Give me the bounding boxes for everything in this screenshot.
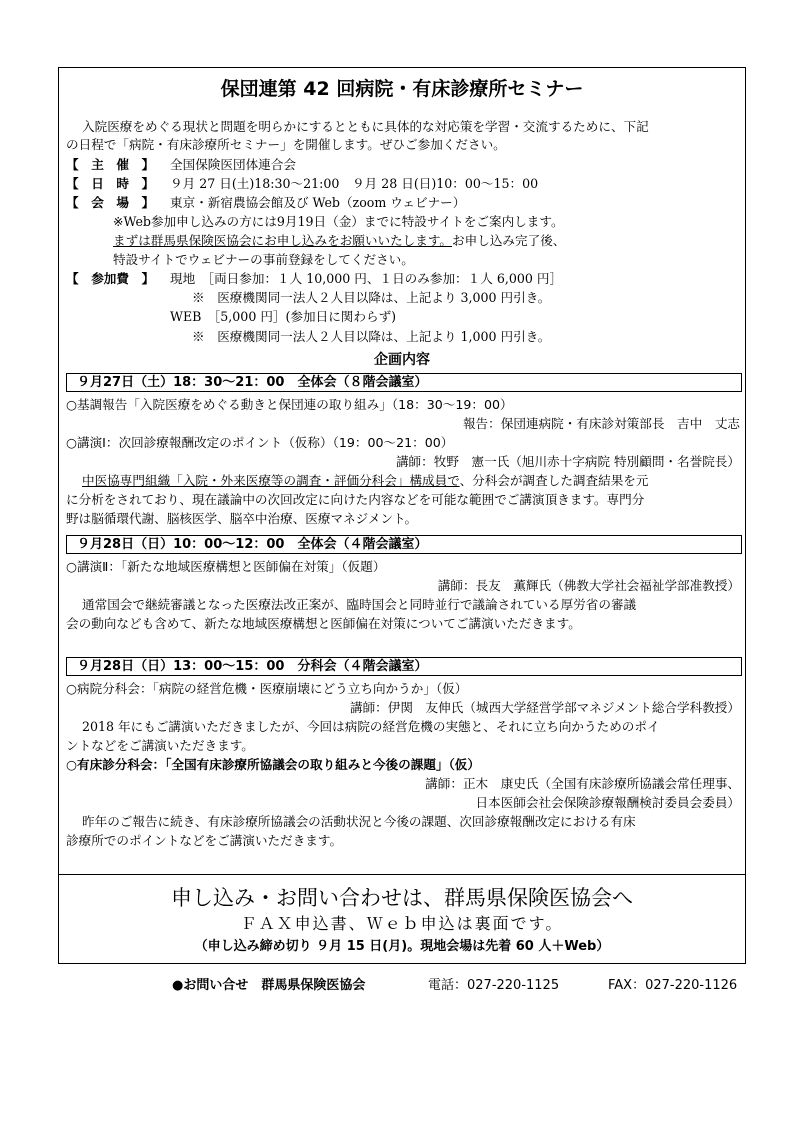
fee-note-2: ※ 医療機関同一法人２人目以降は、上記より 1,000 円引き。: [192, 329, 551, 344]
sponsor-value: 全国保険医団体連合会: [170, 157, 296, 172]
day2b-item2-desc-1: 昨年のご報告に続き、有床診療所協議会の活動状況と今後の課題、次回診療報酬改定における有床: [82, 814, 636, 829]
day1-item2-desc-2: に分析をされており、現在議論中の次回改定に向けた内容などを可能な範囲でご講演頂きます。専門分: [66, 492, 645, 507]
intro-line-2: の日程で「病院・有床診療所セミナー」を開催します。ぜひご参加ください。: [66, 137, 506, 152]
contact-tel: 電話：027-220-1125: [428, 978, 560, 993]
fee-web: WEB ［5,000 円］(参加日に関わらず): [170, 309, 397, 324]
fee-label: 【 参加費 】: [66, 271, 155, 286]
fee-value: 現地 ［両日参加：１人 10,000 円、１日のみ参加：１人 6,000 円］: [170, 271, 563, 286]
day1-item1-speaker: 報告：保団連病院・有床診対策部長 吉中 丈志: [462, 416, 740, 431]
footer-line-2: ＦＡＸ申込書、Ｗｅｂ申込は裏面です。: [240, 914, 564, 933]
day1-item2-speaker: 講師：牧野 憲一氏（旭川赤十字病院 特別顧問・名誉院長）: [395, 454, 740, 469]
day2b-item1-desc-2: ントなどをご講演いただきます。: [66, 738, 254, 753]
day1-item2-title: ○講演Ⅰ：次回診療報酬改定のポイント（仮称）（19：00～21：00）: [66, 435, 454, 450]
day1-item2-desc-1: 中医協専門組織「入院・外来医療等の調査・評価分科会」構成員で、分科会が調査した調査結果を元: [82, 473, 649, 488]
venue-note-3: 特設サイトでウェビナーの事前登録をしてください。: [113, 252, 414, 267]
date-value: ９月 27 日(土)18:30～21:00 ９月 28 日(日)10：00～15：00: [170, 176, 539, 191]
day2a-header: ９月28日（日）10：00～12：00 全体会（４階会議室）: [66, 535, 742, 554]
program-heading: 企画内容: [374, 352, 430, 368]
day1-header: ９月27日（土）18：30～21：00 全体会（８階会議室）: [66, 373, 742, 392]
day1-item1-title: ○基調報告「入院医療をめぐる動きと保団連の取り組み」（18：30～19：00）: [66, 397, 513, 412]
date-label: 【 日 時 】: [66, 176, 155, 191]
day2b-item2-title: ○有床診分科会：「全国有床診療所協議会の取り組みと今後の課題」（仮）: [66, 757, 480, 772]
day1-item2-desc-3: 野は脳循環代謝、脳核医学、脳卒中治療、医療マネジメント。: [66, 511, 418, 526]
apply-link-text: まずは群馬県保険医協会にお申し込みをお願いいたします。: [113, 233, 453, 248]
day2a-desc-2: 会の動向なども含めて、新たな地域医療構想と医師偏在対策についてご講演いただきます。: [66, 616, 581, 631]
day2a-item-speaker: 講師：長友 薫輝氏（佛教大学社会福祉学部准教授）: [437, 578, 740, 593]
footer-line-1: 申し込み・お問い合わせは、群馬県保険医協会へ: [171, 886, 633, 910]
venue-value: 東京・新宿農協会館及び Web（zoom ウェビナー）: [170, 195, 466, 210]
day2b-item2-speaker-1: 講師：正木 康史氏（全国有床診療所協議会常任理事、: [425, 776, 740, 791]
day2b-item2-speaker-2: 日本医師会社会保険診療報酬検討委員会委員）: [475, 795, 740, 810]
fee-note-1: ※ 医療機関同一法人２人目以降は、上記より 3,000 円引き。: [192, 290, 551, 305]
contact-label: ●お問い合せ 群馬県保険医協会: [172, 978, 366, 993]
day2b-item1-title: ○病院分科会：「病院の経営危機・医療崩壊にどう立ち向かうか」（仮）: [66, 681, 468, 696]
venue-label: 【 会 場 】: [66, 195, 155, 210]
sponsor-label: 【 主 催 】: [66, 157, 155, 172]
day2b-header: ９月28日（日）13：00～15：00 分科会（４階会議室）: [66, 657, 742, 676]
day2b-item2-desc-2: 診療所でのポイントなどをご講演いただきます。: [66, 833, 343, 848]
footer-line-3: （申し込み締め切り ９月 15 日(月)。現地会場は先着 60 人＋Web）: [194, 939, 610, 954]
intro-line-1: 入院医療をめぐる現状と問題を明らかにするとともに具体的な対応策を学習・交流するために、下記: [82, 119, 649, 134]
venue-note-2: まずは群馬県保険医協会にお申し込みをお願いいたします。お申し込み完了後、: [113, 233, 566, 248]
venue-note-1: ※Web参加申し込みの方には9月19日（金）までに特設サイトをご案内します。: [113, 214, 564, 229]
page-title: 保団連第 42 回病院・有床診療所セミナー: [220, 78, 584, 100]
contact-fax: FAX：027-220-1126: [608, 978, 738, 993]
day2a-item-title: ○講演Ⅱ：「新たな地域医療構想と医師偏在対策」（仮題）: [66, 559, 386, 574]
day2b-item1-desc-1: 2018 年にもご講演いただきましたが、今回は病院の経営危機の実態と、それに立ち向かうためのポイ: [82, 719, 660, 734]
day2b-item1-speaker: 講師：伊関 友伸氏（城西大学経営学部マネジメント総合学科教授）: [349, 700, 740, 715]
day2a-desc-1: 通常国会で継続審議となった医療法改正案が、臨時国会と同時並行で議論されている厚労省の審議: [82, 597, 637, 612]
